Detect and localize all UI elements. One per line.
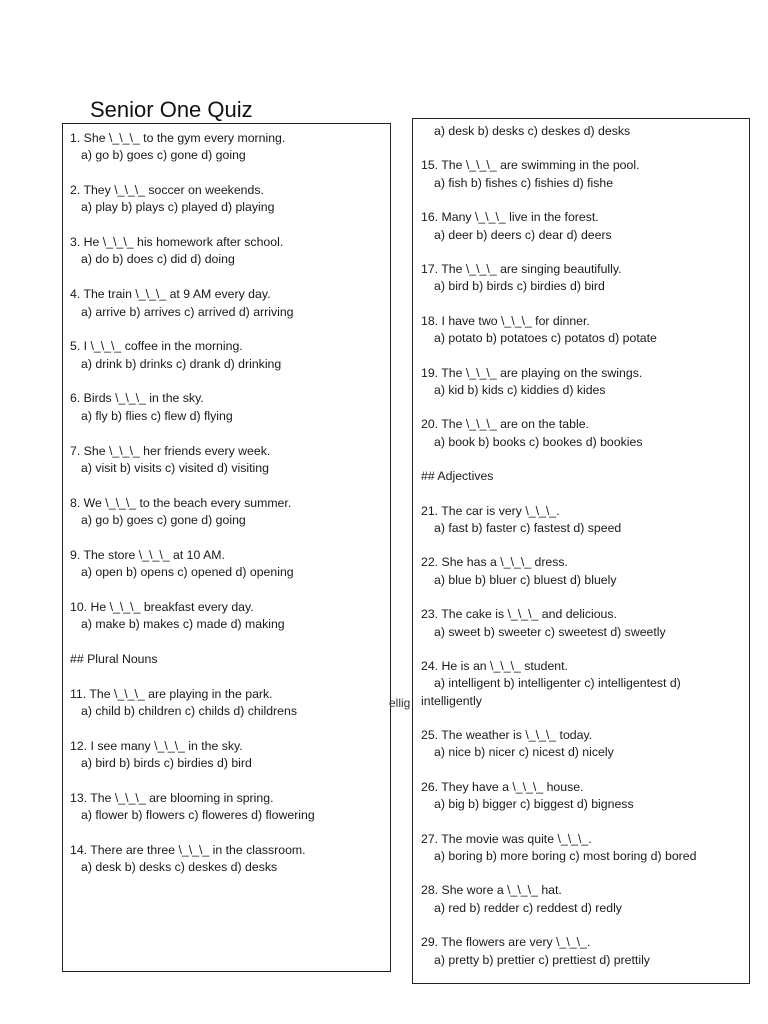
question-text: 22. She has a \_\_\_ dress. — [421, 555, 568, 570]
question-text: 10. He \_\_\_ breakfast every day. — [70, 599, 254, 614]
question-item — [421, 209, 741, 244]
answer-options: a) open b) opens c) opened d) opening — [81, 565, 294, 580]
question-item — [70, 130, 384, 165]
answer-options: a) child b) children c) childs d) childrens — [81, 704, 297, 719]
answer-options: a) potato b) potatoes c) potatos d) potate — [434, 331, 657, 346]
question-item — [421, 779, 741, 814]
question-text: 14. There are three \_\_\_ in the classroom. — [70, 843, 306, 858]
section-heading-block — [70, 651, 384, 668]
stray-overflow-text: ellig — [389, 696, 411, 710]
answer-options: a) desk b) desks c) deskes d) desks — [434, 124, 631, 138]
question-item — [70, 443, 384, 478]
question-item — [70, 599, 384, 634]
question-item — [421, 313, 741, 348]
question-item — [421, 882, 741, 917]
question-text: 23. The cake is \_\_\_ and delicious. — [421, 607, 617, 622]
page-title: Senior One Quiz — [90, 97, 253, 122]
section-heading: ## Plural Nouns — [70, 651, 158, 666]
answer-options: a) sweet b) sweeter c) sweetest d) sweetly — [434, 624, 666, 639]
question-item — [421, 157, 741, 192]
question-text: 26. They have a \_\_\_ house. — [421, 779, 584, 794]
question-item — [421, 554, 741, 589]
question-item — [421, 365, 741, 400]
question-text: 15. The \_\_\_ are swimming in the pool. — [421, 158, 640, 173]
question-text: 6. Birds \_\_\_ in the sky. — [70, 391, 204, 406]
question-item — [70, 182, 384, 217]
question-text: 7. She \_\_\_ her friends every week. — [70, 443, 271, 458]
question-list-left — [63, 130, 390, 877]
question-text: 1. She \_\_\_ to the gym every morning. — [70, 131, 286, 145]
question-item — [70, 686, 384, 721]
answer-options: a) fly b) flies c) flew d) flying — [81, 408, 233, 423]
answer-options: a) make b) makes c) made d) making — [81, 617, 285, 632]
question-item — [421, 727, 741, 762]
question-text: 20. The \_\_\_ are on the table. — [421, 417, 589, 432]
answer-options: a) nice b) nicer c) nicest d) nicely — [434, 745, 614, 760]
question-item — [70, 390, 384, 425]
answer-options: a) go b) goes c) gone d) going — [81, 512, 246, 527]
question-text: 25. The weather is \_\_\_ today. — [421, 728, 593, 743]
answer-options: a) big b) bigger c) biggest d) bigness — [434, 797, 634, 812]
answer-options: a) blue b) bluer c) bluest d) bluely — [434, 572, 617, 587]
answer-options: a) desk b) desks c) deskes d) desks — [81, 860, 278, 875]
question-item — [421, 658, 741, 710]
question-item — [70, 286, 384, 321]
question-item — [70, 338, 384, 373]
question-text: 5. I \_\_\_ coffee in the morning. — [70, 339, 243, 354]
answer-options: a) go b) goes c) gone d) going — [81, 148, 246, 163]
question-text: 11. The \_\_\_ are playing in the park. — [70, 686, 273, 701]
question-text: 18. I have two \_\_\_ for dinner. — [421, 313, 590, 328]
question-item — [421, 934, 741, 969]
quiz-column-left — [62, 123, 391, 972]
answer-options: a) arrive b) arrives c) arrived d) arriving — [81, 304, 294, 319]
question-list-right — [413, 123, 749, 969]
question-text: 9. The store \_\_\_ at 10 AM. — [70, 547, 225, 562]
question-item — [70, 495, 384, 530]
question-item — [70, 790, 384, 825]
question-item — [421, 503, 741, 538]
answer-options: a) fast b) faster c) fastest d) speed — [434, 520, 622, 535]
question-text: 4. The train \_\_\_ at 9 AM every day. — [70, 287, 271, 302]
answer-options: a) bird b) birds c) birdies d) bird — [81, 756, 252, 771]
question-text: 3. He \_\_\_ his homework after school. — [70, 235, 284, 250]
answer-options: a) boring b) more boring c) most boring d) bored — [434, 848, 697, 863]
question-item — [421, 261, 741, 296]
question-item — [70, 842, 384, 877]
question-text: 2. They \_\_\_ soccer on weekends. — [70, 183, 264, 198]
answer-options: a) fish b) fishes c) fishies d) fishe — [434, 175, 614, 190]
question-text: 19. The \_\_\_ are playing on the swings. — [421, 365, 643, 380]
question-text: 27. The movie was quite \_\_\_. — [421, 831, 592, 846]
answer-options: a) kid b) kids c) kiddies d) kides — [434, 382, 606, 397]
answer-options: a) red b) redder c) reddest d) redly — [434, 900, 622, 915]
question-text: 16. Many \_\_\_ live in the forest. — [421, 210, 599, 225]
question-item — [421, 416, 741, 451]
answer-options: a) play b) plays c) played d) playing — [81, 200, 275, 215]
question-text: 21. The car is very \_\_\_. — [421, 503, 560, 518]
question-text: 13. The \_\_\_ are blooming in spring. — [70, 790, 274, 805]
answer-options: a) flower b) flowers c) floweres d) flowering — [81, 808, 315, 823]
answer-options: a) book b) books c) bookes d) bookies — [434, 434, 643, 449]
answer-options: a) deer b) deers c) dear d) deers — [434, 227, 612, 242]
answer-options: a) intelligent b) intelligenter c) intelligentest d) intelligently — [421, 676, 681, 708]
quiz-column-right — [412, 118, 750, 984]
question-item — [421, 123, 741, 140]
answer-options: a) do b) does c) did d) doing — [81, 252, 235, 267]
question-text: 8. We \_\_\_ to the beach every summer. — [70, 495, 292, 510]
question-text: 17. The \_\_\_ are singing beautifully. — [421, 262, 622, 277]
question-item — [70, 547, 384, 582]
question-text: 28. She wore a \_\_\_ hat. — [421, 883, 562, 898]
question-item — [70, 234, 384, 269]
answer-options: a) pretty b) prettier c) prettiest d) prettily — [434, 952, 650, 967]
answer-options: a) visit b) visits c) visited d) visiting — [81, 460, 269, 475]
question-item — [421, 606, 741, 641]
question-text: 12. I see many \_\_\_ in the sky. — [70, 738, 243, 753]
section-heading-block — [421, 468, 741, 485]
question-item — [70, 738, 384, 773]
answer-options: a) bird b) birds c) birdies d) bird — [434, 279, 605, 294]
question-text: 24. He is an \_\_\_ student. — [421, 659, 568, 673]
answer-options: a) drink b) drinks c) drank d) drinking — [81, 356, 282, 371]
question-text: 29. The flowers are very \_\_\_. — [421, 935, 591, 950]
question-item — [421, 831, 741, 866]
section-heading: ## Adjectives — [421, 469, 494, 484]
